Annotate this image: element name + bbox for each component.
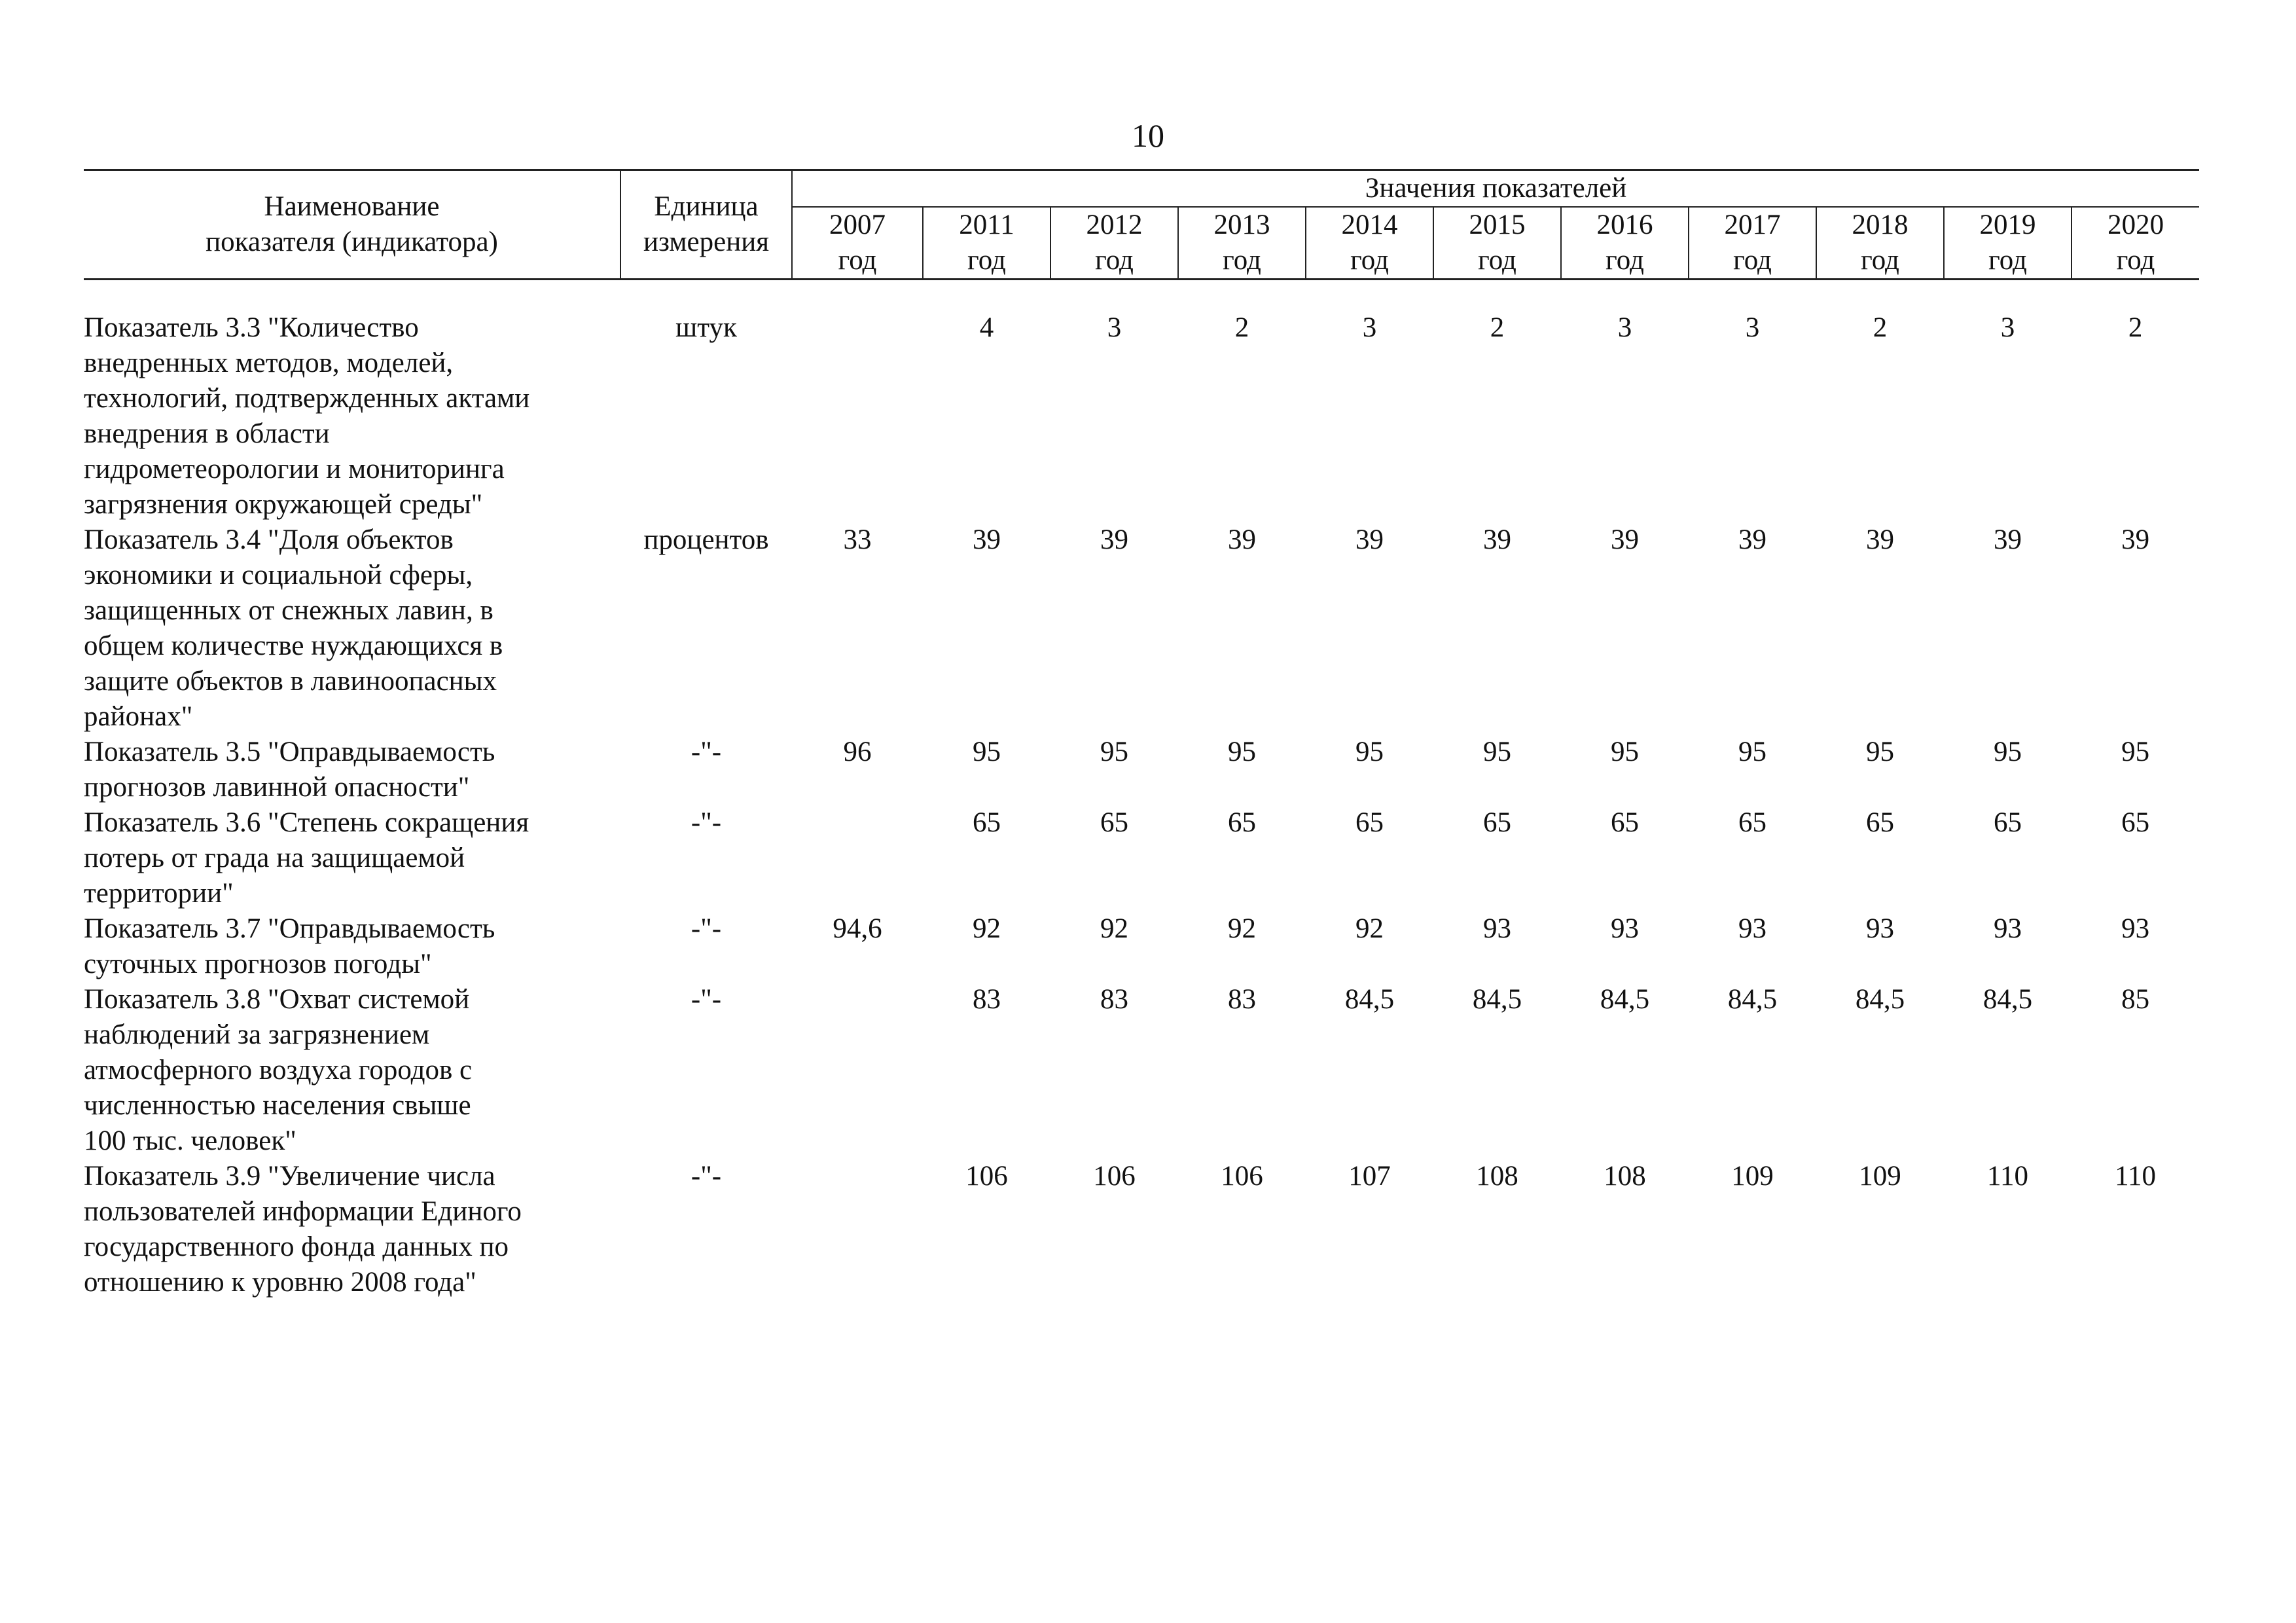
indicator-value-2015: 65 bbox=[1483, 807, 1511, 838]
indicator-value-2013: 65 bbox=[1228, 807, 1256, 838]
indicator-value-2012: 3 bbox=[1107, 312, 1122, 343]
indicator-value-2011: 92 bbox=[973, 913, 1001, 944]
indicator-value-2014: 84,5 bbox=[1344, 984, 1395, 1015]
indicator-value-2015: 2 bbox=[1490, 312, 1505, 343]
table-row bbox=[84, 735, 2199, 805]
indicator-value-2013: 106 bbox=[1221, 1161, 1263, 1192]
indicator-value-2019: 93 bbox=[1994, 913, 2022, 944]
indicator-value-2018: 109 bbox=[1859, 1161, 1901, 1192]
indicator-unit: -"- bbox=[691, 984, 722, 1015]
indicator-value-2011: 95 bbox=[973, 737, 1001, 767]
indicator-value-2019: 3 bbox=[2000, 312, 2015, 343]
year-header-2017: 2017 год bbox=[1689, 207, 1816, 280]
indicator-value-2015: 39 bbox=[1483, 524, 1511, 555]
indicator-value-2017: 109 bbox=[1731, 1161, 1774, 1192]
table-header bbox=[84, 170, 2199, 280]
indicator-value-2007: 33 bbox=[843, 524, 872, 555]
table-row bbox=[84, 310, 2199, 522]
indicator-value-2020: 39 bbox=[2121, 524, 2150, 555]
indicator-value-2012: 106 bbox=[1093, 1161, 1136, 1192]
indicator-value-2020: 95 bbox=[2121, 737, 2150, 767]
indicator-value-2016: 65 bbox=[1611, 807, 1639, 838]
indicator-value-2019: 39 bbox=[1994, 524, 2022, 555]
indicator-value-2012: 95 bbox=[1100, 737, 1128, 767]
year-header-2015: 2015 год bbox=[1433, 207, 1561, 280]
indicator-value-2011: 106 bbox=[965, 1161, 1008, 1192]
indicator-value-2018: 93 bbox=[1866, 913, 1894, 944]
year-header-2012: 2012 год bbox=[1050, 207, 1178, 280]
table-row bbox=[84, 805, 2199, 911]
indicator-value-2017: 3 bbox=[1745, 312, 1760, 343]
indicator-value-2016: 3 bbox=[1617, 312, 1632, 343]
indicator-value-2007 bbox=[792, 1159, 923, 1300]
indicator-name: Показатель 3.4 "Доля объектов экономики и социальной сферы, защищенных от снежных лавин, в общем количестве нуждающихся в защите объектов в лавиноопасных районах" bbox=[84, 524, 503, 732]
indicator-value-2017: 39 bbox=[1738, 524, 1767, 555]
year-header-2018: 2018 год bbox=[1816, 207, 1944, 280]
indicator-value-2018: 65 bbox=[1866, 807, 1894, 838]
indicator-value-2018: 84,5 bbox=[1855, 984, 1905, 1015]
indicator-value-2014: 3 bbox=[1362, 312, 1377, 343]
indicator-value-2019: 110 bbox=[1987, 1161, 2028, 1192]
indicator-value-2015: 108 bbox=[1476, 1161, 1518, 1192]
indicator-value-2013: 39 bbox=[1228, 524, 1256, 555]
indicators-table bbox=[84, 169, 2199, 1300]
indicator-unit: -"- bbox=[691, 807, 722, 838]
indicator-value-2017: 84,5 bbox=[1727, 984, 1778, 1015]
indicator-value-2011: 83 bbox=[973, 984, 1001, 1015]
indicator-value-2019: 65 bbox=[1994, 807, 2022, 838]
indicator-value-2017: 65 bbox=[1738, 807, 1767, 838]
indicator-value-2020: 2 bbox=[2128, 312, 2143, 343]
indicator-value-2020: 85 bbox=[2121, 984, 2150, 1015]
indicator-value-2015: 95 bbox=[1483, 737, 1511, 767]
table-row bbox=[84, 1159, 2199, 1300]
unit-header: Единица измерения bbox=[620, 170, 792, 280]
indicator-value-2015: 93 bbox=[1483, 913, 1511, 944]
year-header-2011: 2011 год bbox=[923, 207, 1050, 280]
indicator-unit: -"- bbox=[691, 737, 722, 767]
table-row bbox=[84, 911, 2199, 982]
indicator-value-2014: 107 bbox=[1348, 1161, 1391, 1192]
indicator-value-2016: 84,5 bbox=[1600, 984, 1650, 1015]
indicator-value-2007 bbox=[792, 310, 923, 522]
year-header-2014: 2014 год bbox=[1306, 207, 1433, 280]
values-group-header: Значения показателей bbox=[792, 170, 2199, 208]
indicator-value-2016: 93 bbox=[1611, 913, 1639, 944]
table-row bbox=[84, 522, 2199, 735]
indicator-value-2013: 92 bbox=[1228, 913, 1256, 944]
year-header-2007: 2007 год bbox=[792, 207, 923, 280]
indicator-value-2020: 110 bbox=[2115, 1161, 2157, 1192]
indicator-name: Показатель 3.9 "Увеличение числа пользователей информации Единого государственного фонда данных по отношению к уровню 2008 года" bbox=[84, 1161, 522, 1298]
indicator-unit: штук bbox=[675, 312, 737, 343]
indicator-value-2014: 39 bbox=[1355, 524, 1384, 555]
indicator-name: Показатель 3.7 "Оправдываемость суточных прогнозов погоды" bbox=[84, 913, 495, 979]
indicator-value-2012: 83 bbox=[1100, 984, 1128, 1015]
indicator-unit: -"- bbox=[691, 1161, 722, 1192]
indicator-value-2015: 84,5 bbox=[1472, 984, 1522, 1015]
indicator-value-2007 bbox=[792, 982, 923, 1159]
indicator-value-2018: 2 bbox=[1873, 312, 1888, 343]
indicator-value-2019: 95 bbox=[1994, 737, 2022, 767]
indicator-value-2019: 84,5 bbox=[1982, 984, 2033, 1015]
year-header-2013: 2013 год bbox=[1178, 207, 1306, 280]
indicator-value-2014: 65 bbox=[1355, 807, 1384, 838]
header-spacer bbox=[84, 280, 2199, 311]
indicator-value-2012: 65 bbox=[1100, 807, 1128, 838]
indicator-value-2013: 2 bbox=[1234, 312, 1249, 343]
indicator-value-2012: 92 bbox=[1100, 913, 1128, 944]
indicator-unit: процентов bbox=[643, 524, 769, 555]
indicator-name: Показатель 3.8 "Охват системой наблюдений за загрязнением атмосферного воздуха городов с численностью населения свыше 100 тыс. человек" bbox=[84, 984, 473, 1156]
indicator-value-2014: 92 bbox=[1355, 913, 1384, 944]
indicator-value-2007: 96 bbox=[843, 737, 872, 767]
page-number: 10 bbox=[1132, 117, 1164, 154]
indicator-name: Показатель 3.3 "Количество внедренных методов, моделей, технологий, подтвержденных актами внедрения в области гидрометеорологии и мониторинга загрязнения окружающей среды" bbox=[84, 312, 530, 520]
indicator-name-header: Наименование показателя (индикатора) bbox=[84, 170, 620, 280]
indicator-name: Показатель 3.6 "Степень сокращения потерь от града на защищаемой территории" bbox=[84, 807, 529, 909]
indicator-value-2018: 95 bbox=[1866, 737, 1894, 767]
indicator-value-2014: 95 bbox=[1355, 737, 1384, 767]
indicator-value-2016: 108 bbox=[1604, 1161, 1646, 1192]
indicator-value-2018: 39 bbox=[1866, 524, 1894, 555]
indicator-name: Показатель 3.5 "Оправдываемость прогнозов лавинной опасности" bbox=[84, 737, 495, 803]
indicator-value-2016: 39 bbox=[1611, 524, 1639, 555]
indicator-value-2007: 94,6 bbox=[833, 913, 882, 944]
indicator-value-2011: 65 bbox=[973, 807, 1001, 838]
indicator-value-2017: 93 bbox=[1738, 913, 1767, 944]
indicator-value-2012: 39 bbox=[1100, 524, 1128, 555]
indicator-value-2007 bbox=[792, 805, 923, 911]
table-body bbox=[84, 280, 2199, 1301]
indicator-value-2013: 83 bbox=[1228, 984, 1256, 1015]
table-row bbox=[84, 982, 2199, 1159]
indicator-value-2017: 95 bbox=[1738, 737, 1767, 767]
indicator-value-2011: 39 bbox=[973, 524, 1001, 555]
indicator-value-2013: 95 bbox=[1228, 737, 1256, 767]
year-header-2020: 2020 год bbox=[2072, 207, 2199, 280]
indicator-value-2011: 4 bbox=[979, 312, 994, 343]
indicator-value-2020: 65 bbox=[2121, 807, 2150, 838]
year-header-2019: 2019 год bbox=[1944, 207, 2072, 280]
year-header-2016: 2016 год bbox=[1561, 207, 1689, 280]
indicator-value-2020: 93 bbox=[2121, 913, 2150, 944]
indicator-value-2016: 95 bbox=[1611, 737, 1639, 767]
indicator-unit: -"- bbox=[691, 913, 722, 944]
